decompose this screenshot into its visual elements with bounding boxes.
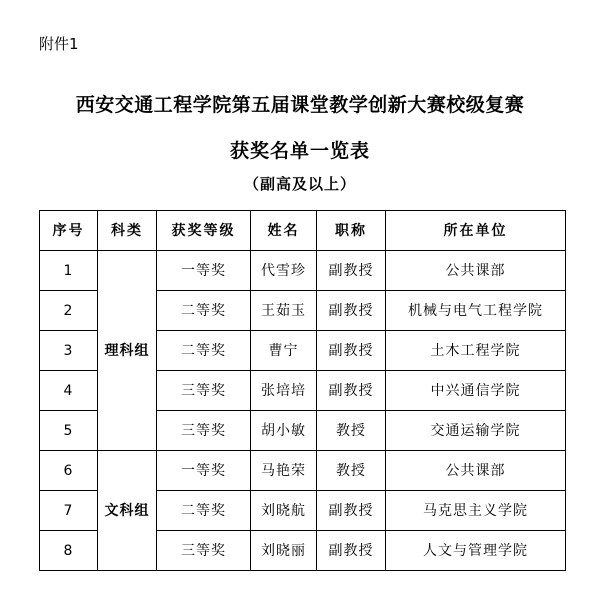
person-name: 刘晓丽 [251, 531, 317, 571]
department: 中兴通信学院 [386, 371, 566, 411]
row-number: 5 [40, 411, 98, 451]
row-number: 7 [40, 491, 98, 531]
job-title: 教授 [317, 411, 386, 451]
award-level: 二等奖 [157, 291, 251, 331]
header-cell: 序号 [40, 211, 98, 251]
document-title-line2: 获奖名单一览表 [229, 140, 370, 162]
table-row [40, 451, 566, 491]
job-title: 副教授 [317, 291, 386, 331]
row-number: 2 [40, 291, 98, 331]
header-cell: 职称 [317, 211, 386, 251]
table-header-row [40, 211, 566, 251]
person-name: 代雪珍 [251, 251, 317, 291]
person-name: 曹宁 [251, 331, 317, 371]
document-subtitle: （副高及以上） [243, 175, 356, 193]
department: 土木工程学院 [386, 331, 566, 371]
row-number: 6 [40, 451, 98, 491]
department: 公共课部 [386, 251, 566, 291]
header-cell: 姓名 [251, 211, 317, 251]
department: 交通运输学院 [386, 411, 566, 451]
document-title: 西安交通工程学院第五届课堂教学创新大赛校级复赛 [75, 94, 525, 116]
job-title: 副教授 [317, 331, 386, 371]
header-cell: 所在单位 [386, 211, 566, 251]
award-level: 一等奖 [157, 451, 251, 491]
job-title: 副教授 [317, 531, 386, 571]
header-cell: 获奖等级 [157, 211, 251, 251]
header-cell: 科类 [98, 211, 157, 251]
job-title: 副教授 [317, 251, 386, 291]
award-level: 三等奖 [157, 371, 251, 411]
category-cell: 理科组 [98, 251, 157, 451]
person-name: 张培培 [251, 371, 317, 411]
department: 机械与电气工程学院 [386, 291, 566, 331]
attachment-label: 附件1 [39, 35, 79, 53]
person-name: 王茹玉 [251, 291, 317, 331]
job-title: 副教授 [317, 371, 386, 411]
row-number: 4 [40, 371, 98, 411]
award-level: 一等奖 [157, 251, 251, 291]
award-level: 三等奖 [157, 531, 251, 571]
award-level: 三等奖 [157, 411, 251, 451]
row-number: 1 [40, 251, 98, 291]
award-level: 二等奖 [157, 331, 251, 371]
job-title: 教授 [317, 451, 386, 491]
row-number: 8 [40, 531, 98, 571]
person-name: 刘晓航 [251, 491, 317, 531]
award-level: 二等奖 [157, 491, 251, 531]
department: 马克思主义学院 [386, 491, 566, 531]
person-name: 胡小敏 [251, 411, 317, 451]
person-name: 马艳荣 [251, 451, 317, 491]
award-table [39, 210, 566, 571]
department: 公共课部 [386, 451, 566, 491]
department: 人文与管理学院 [386, 531, 566, 571]
row-number: 3 [40, 331, 98, 371]
category-cell: 文科组 [98, 451, 157, 571]
job-title: 副教授 [317, 491, 386, 531]
table-row [40, 251, 566, 291]
